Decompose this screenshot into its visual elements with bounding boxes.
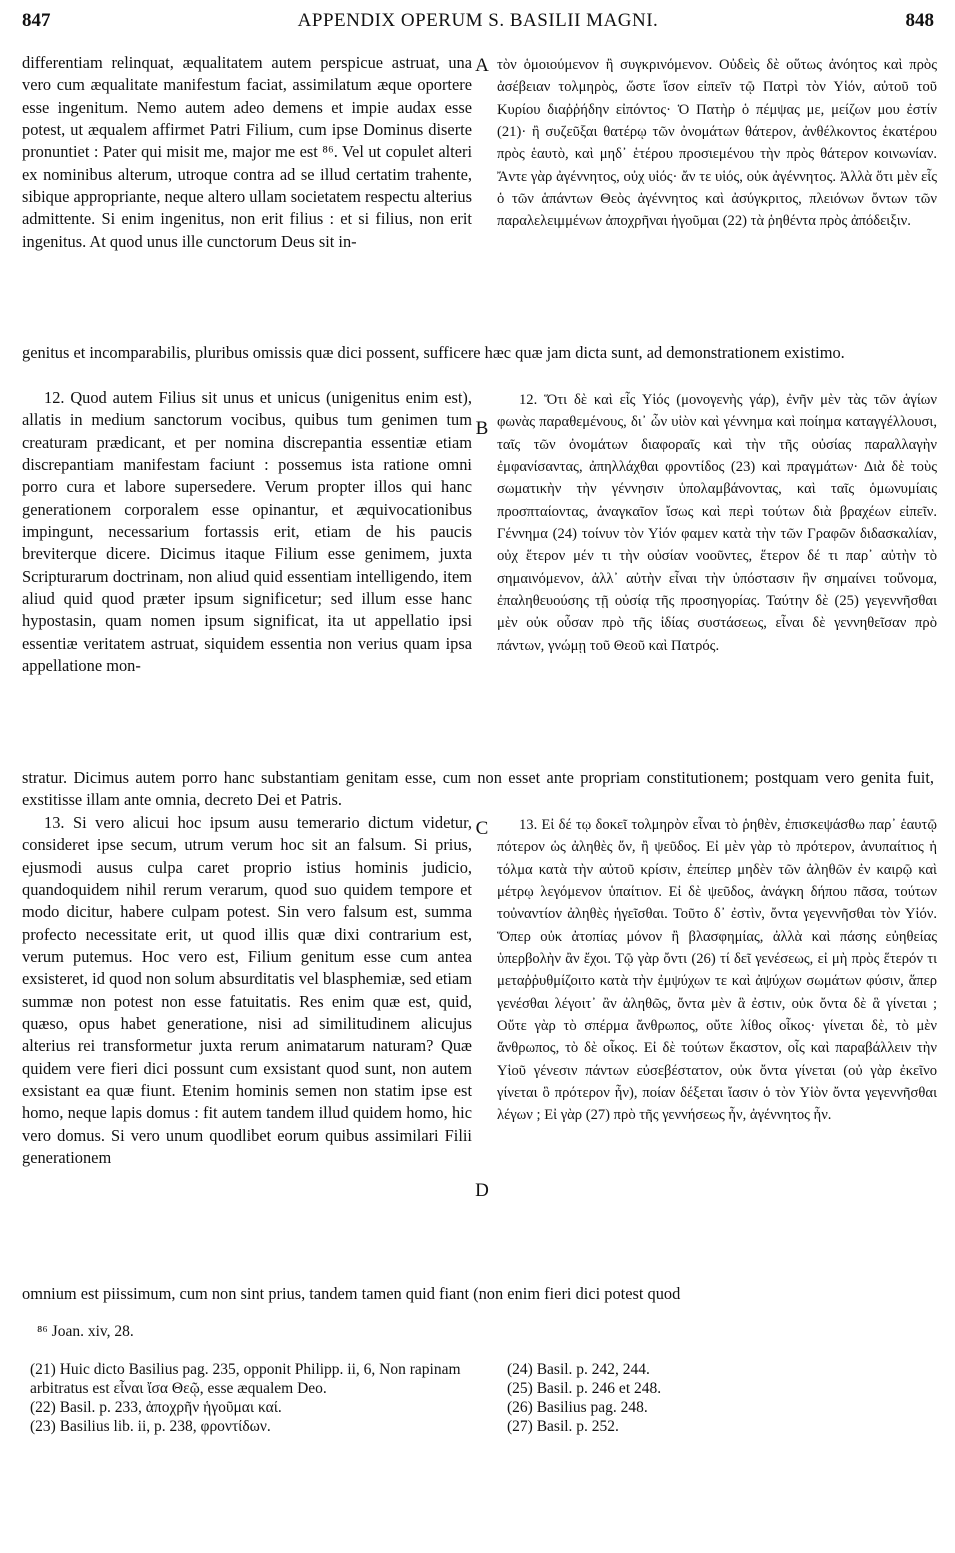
note-23: (23) Basilius lib. ii, p. 238, φροντίδων. xyxy=(30,1418,271,1435)
notes-left xyxy=(30,1360,470,1436)
note-22: (22) Basil. p. 233, ἀποχρῆν ἡγοῦμαι καί. xyxy=(30,1399,282,1416)
latin-column-b xyxy=(22,387,472,677)
scripture-footnote: ⁸⁶ Joan. xiv, 28. xyxy=(37,1323,134,1340)
greek-text-c: 13. Εἰ δέ τῳ δοκεῖ τολμηρὸν εἶναι τὸ ῥηθὲν, ἐπισκεψάσθω παρ᾽ ἑαυτῷ πότερον ὡς ἀληθὲς ὄν, ἢ ψεῦδος. Εἰ μὲν γὰρ τὸ πρότερον, ἀνυπαίτιος ἡ τόλμα κατὰ τὴν αὐτοῦ κρίσιν, ἐπείπερ μηδὲν τῶν ἀληθῶν ἐν καιρῷ καὶ μέτρῳ λεγόμενον ὑπαίτιον. Εἰ δὲ ψεῦδος, ἀνάγκη δήπου πᾶσα, τούτων τοὐναντίον ἀληθὲς ἡγεῖσθαι. Τοῦτο δ᾽ ἐστὶν, ὄντα γεγεννῆσθαι τὸν Υἱόν. Ὅπερ οὐκ ἀτοπίας μόνον ἢ βλασφημίας, ἀλλὰ καὶ πάσης εὐηθείας ὑπερβολὴν ἂν ἔχοι. Τῷ γὰρ ὄντι (26) τί δεῖ γενέσεως, εἰ μὴ πρὸς ἕτερόν τι μεταῤῥυθμίζοιτο κατὰ τὴν ἐμψύχων τε καὶ ἀψύχων σωμάτων φύσιν, ἅπερ γενέσθαι λέγοιτ᾽ ἂν ἀληθῶς, ὄντα μὲν ἃ ἐστιν, οὐκ ὄντα δὲ ἃ γίνεται ; Οὔτε γὰρ τὸ σπέρμα ἄνθρωπος, οὔτε λίθος οἶκος· γίνεται δὲ, τὸ μὲν ἄνθρωπος, τὸ δὲ οἶκος. Εἰ δὲ τούτων ἕκαστον, οἷς καὶ παραβάλλειν τὴν Υἱοῦ γένεσιν πάντων εὐσεβέστατον, οὐκ ὄντα γίνεται (οὐ γὰρ ἐκεῖνο γίνεται ὃ πρότερον ἦν), ποίαν δέξεται ἴασιν ὁ τὸν Υἱὸν ὄντα γεγεννῆσθαι λέγων ; Εἰ γὰρ (27) πρὸ τῆς γεννήσεως ἦν, ἀγέννητος ἦν. xyxy=(497,817,937,1124)
full-width-text-3 xyxy=(22,1283,934,1305)
note-24: (24) Basil. p. 242, 244. xyxy=(507,1361,650,1378)
note-25: (25) Basil. p. 246 et 248. xyxy=(507,1380,662,1397)
notes-right xyxy=(507,1360,807,1436)
page-header xyxy=(22,10,934,38)
note-21: (21) Huic dicto Basilius pag. 235, opponit Philipp. ii, 6, Non rapinam arbitratus est εἶναι ἴσα Θεῷ, esse æqualem Deo. xyxy=(30,1361,461,1397)
greek-column-a xyxy=(497,54,937,233)
note-27: (27) Basil. p. 252. xyxy=(507,1418,619,1435)
latin-text-a: differentiam relinquat, æqualitatem autem perspicue astruat, una vero cum æqualitate manifestum faciat, assimilatum æque oportere esse ingenitum. Nemo autem adeo demens et impie audax esse potest, ut æqualem affirmet Patri Filium, cum ipse Dominus diserte pronuntiet : Pater qui misit me, major me est ⁸⁶. Vel ut copulet alteri ex nominibus alterum, utroque contra ad se illud certatim trahente, sibique appropriante, neque altero ullam societatem respectu alterius admittente. Si enim ingenitus, non erit filius : et si filius, non erit ingenitus. At quod unus ille cunctorum Deus sit in- xyxy=(22,53,472,251)
note-26: (26) Basilius pag. 248. xyxy=(507,1399,648,1416)
full-text-1: genitus et incomparabilis, pluribus omissis quæ dici possent, sufficere hæc quæ jam dicta sunt, ad demonstrationem existimo. xyxy=(22,343,845,362)
greek-column-c xyxy=(497,814,937,1127)
full-text-3: omnium est piissimum, cum non sint prius, tandem tamen quid fiant (non enim fieri dici potest quod xyxy=(22,1284,681,1303)
latin-column-a xyxy=(22,52,472,253)
section-marker-d: D xyxy=(475,1180,489,1201)
greek-column-b xyxy=(497,389,937,657)
running-title: APPENDIX OPERUM S. BASILII MAGNI. xyxy=(297,10,659,31)
full-width-text-1 xyxy=(22,342,934,364)
section-marker-b: B xyxy=(475,418,489,439)
latin-text-b: 12. Quod autem Filius sit unus et unicus (unigenitus enim est), allatis in medium sanctorum vocibus, quibus tum genimen tum creaturam prædicant, et per nomina discrepantia essentiæ etiam discrepantiam manifestam faciunt : possemus ista ratione omni porro cura et labore supersedere. Verum propter illos qui hanc generationem corporalem esse opinantur, et æquivocationibus impingunt, necessarium fortassis erit, etiam de his paucis breviterque dicere. Dicimus itaque Filium esse genimem, juxta Scripturarum doctrinam, non aliud quid essentiam intelligendo, item aliud quid quod præter ipsum significetur; sed illum esse hanc hypostasin, quam nomen ipsum significat, ita ut appellatio ipsi essentiæ veritatem astruat, siquidem essentia non verius quam ipsa appellatione mon- xyxy=(22,388,472,676)
section-marker-a: A xyxy=(475,55,489,76)
full-text-2: stratur. Dicimus autem porro hanc substantiam genitam esse, cum non esset ante propriam constitutionem; postquam vero genita fuit, exstitisse illam ante omnia, decreto Dei et Patris. xyxy=(22,768,934,810)
greek-text-b: 12. Ὅτι δὲ καὶ εἷς Υἱός (μονογενὴς γάρ), ἐνῆν μὲν τὰς τῶν ἁγίων φωνὰς παραθεμένους, δι᾽ ὧν υἱὸν καὶ γέννημα καὶ ποίημα καταγγέλλουσι, ταῖς τῶν ὀνομάτων διαφοραῖς καὶ τὴν τῆς οὐσίας παραλλαγὴν ἐμφανίσαντας, ἀπηλλάχθαι φροντίδος (23) καὶ πραγμάτων· Διὰ δὲ τοὺς σωματικὴν τὴν γέννησιν ὑπολαμβάνοντας, καὶ ταῖς ὁμωνυμίαις προσπταίοντας, ἀναγκαῖον ἴσως καὶ περὶ τούτων διὰ βραχέων εἰπεῖν. Γέννημα (24) τοίνυν τὸν Υἱόν φαμεν κατὰ τὴν τῶν Γραφῶν διδασκαλίαν, οὐχ ἕτερον μέν τι τὴν οὐσίαν νοοῦντες, ἕτερον δέ τι παρ᾽ αὐτὴν τὸ σημαινόμενον, ἀλλ᾽ αὐτὴν εἶναι τὴν ὑπόστασιν ἣν σημαίνει τοὔνομα, ἐπαληθευούσης τῇ οὐσίᾳ τῆς προσηγορίας. Ταύτην δὲ (25) γεγεννῆσθαι μὲν οὐκ οὖσαν πρὸ τῆς ἰδίας συστάσεως, εἶναι δὲ γεννηθεῖσαν πρὸ πάντων, γνώμῃ τοῦ Θεοῦ καὶ Πατρός. xyxy=(497,392,937,654)
section-marker-c: C xyxy=(475,818,489,839)
page-number-right: 848 xyxy=(905,10,934,31)
latin-text-c: 13. Si vero alicui hoc ipsum ausu temerario dictum videtur, consideret ipse secum, utrum verum hoc sit an falsum. Si prius, ejusmodi ausus culpa caret proprio istius hominis judicio, quandoquidem nihil rerum verarum, quod suo quidem tempore et modo dicitur, habere culpam potest. Sin vero falsum est, summa profecto necessitate erit, ut quod illis quæ dixi contrarium est, verum putemus. Hoc vero est, Filium genitum esse cum antea exsisteret, id quod non solum absurditatis vel blasphemiæ, sed etiam summæ non potest non esse fatuitatis. Res enim quæ est, quid, quæso, opus habet generatione, nisi ad similitudinem alicujus alterius rei transformetur juxta rerum animatarum naturam? Quæ quidem vere fieri dici possunt cum exsistant quod sunt, non autem exsistant ea quæ fiunt. Etenim hominis semen non statim ipse est homo, neque lapis domus : fit autem tandem illud quidem homo, hic vero domus. Si vero unum quodlibet eorum quibus assimilari Filii generationem xyxy=(22,813,472,1168)
latin-column-c xyxy=(22,812,472,1170)
greek-text-a: τὸν ὁμοιούμενον ἢ συγκρινόμενον. Οὐδεὶς δὲ οὕτως ἀνόητος καὶ πρὸς ἀσέβειαν τολμηρὸς, ὥστε ἴσον εἰπεῖν τῷ Πατρὶ τὸν Υἱόν, αὐτοῦ τοῦ Κυρίου διαῤῥήδην εἰπόντος· Ὁ Πατὴρ ὁ πέμψας με, μείζων μου ἐστίν (21)· ἢ συζεῦξαι θατέρῳ τῶν ὀνομάτων θάτερον, ἀνθέλκοντος ἑκατέρου πρὸς ἑαυτὸ, καὶ μηδ᾽ ἑτέρου προσιεμένου τὴν πρὸς θάτερον κοινωνίαν. Ἄντε γὰρ ἀγέννητος, οὐχ υἱός· ἄν τε υἱός, οὐκ ἀγέννητος. Ἀλλὰ ὅτι μὲν εἷς ὁ τῶν ἁπάντων Θεὸς ἀγέννητος καὶ ἀσύγκριτος, πλειόνων ὄντων τῶν παραλελειμμένων ἀποχρῆναι ἡγοῦμαι (22) τὰ ῥηθέντα πρὸς ἀπόδειξιν. xyxy=(497,57,937,230)
page-number-left: 847 xyxy=(22,10,51,31)
full-width-text-2 xyxy=(22,767,934,812)
